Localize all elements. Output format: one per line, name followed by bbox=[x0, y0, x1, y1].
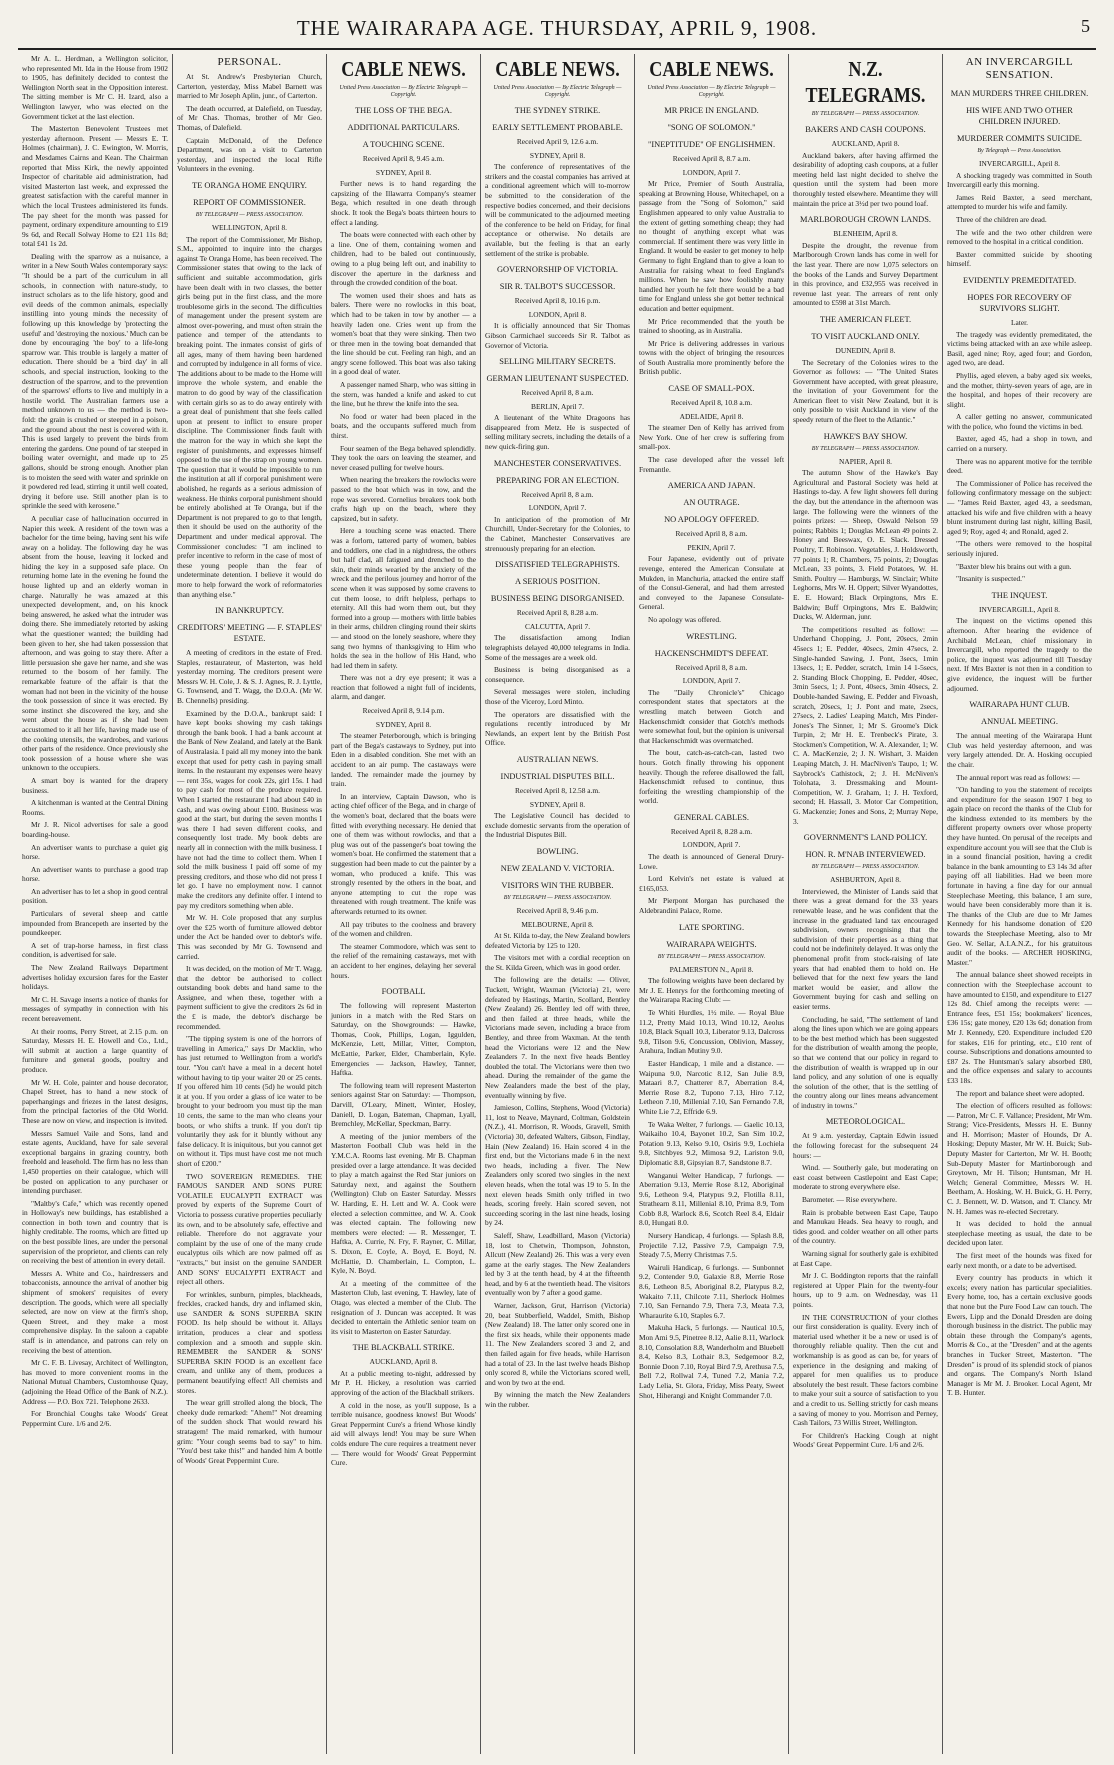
dateline: INVERCARGILL, April 8. bbox=[979, 604, 1060, 614]
australian-news-story bbox=[485, 811, 630, 840]
price-story bbox=[639, 179, 784, 377]
article-paragraph: The "Daily Chronicle's" Chicago correspondent states that spectators at the wrestling match between Gotch and Hackenschmidt consider that Gotch's methods were somewhat foul, but the opinion is universal that Hackenschmidt was overmatched. bbox=[639, 687, 784, 745]
telegraphists-subheadline: A SERIOUS POSITION. bbox=[515, 577, 600, 587]
article-paragraph: The women used their shoes and hats as balers. There were no rowlocks in this boat, which had to be taken in tow by another — a heavily laden one. Cries went up from the women's boat that they were sinking. Then two or three men in the towing boat demanded that the line should be cut. Feeling ran high, and an angry scene followed. This boat was also taking in a good deal of water. bbox=[331, 290, 476, 377]
article-paragraph: When nearing the breakers the rowlocks were passed to the boat which was in tow, and the rope was severed. Cornelius breakers took both crafts high up on the beach, where they capsized, but in safety. bbox=[331, 475, 476, 523]
bega-story bbox=[331, 179, 476, 702]
article-paragraph: Jamieson, Collins, Stephens, Wood (Victoria) 11, lost to Neave, Maynard, Coltman, Goldstein (N.Z.), 41. Morrison, R. Woods, Gravell, Smith (Victoria) 30, defeated Walters, Gibson, Findlay, Hain (New Zealand) 16. Hain scored 4 in the first end, but the Victorians made 6 in the next two heads, including a fiver. The New Zealanders only scored two singles in the next eleven heads, when the total was 19 to 5. In the next eleven heads Smith only trifled in two heads, scoring freely. Hain scored seven, not succeeding scoring in the last nine heads, losing by 24. bbox=[485, 1103, 630, 1228]
dateline: LONDON, April 7. bbox=[528, 503, 587, 513]
article-paragraph: A passenger named Sharp, who was sitting in the stern, was handed a knife and asked to cut the line, but he threw the knife into the sea. bbox=[331, 380, 476, 409]
america-japan-story bbox=[639, 554, 784, 624]
article-paragraph: Several messages were stolen, including those of the Viceroy, Lord Minto. bbox=[485, 687, 630, 706]
received-line: Received April 8, 9.46 p.m. bbox=[516, 905, 599, 915]
article-paragraph: The following are the details: — Oliver, Tuckett, Wright, Waxman (Victoria) 21, were defeated by Hastings, Martin, Scollard, Bentley (New Zealand) 26. Bentley led off with three, and then failed at three heads, while the Victorians made seven, including a brace from Bentley, and three from Waxman. At the tenth head the Victorians were 12 and the New Zealanders 7. In the next five heads Bentley doubled the total. The Victorians were then two ahead. During the remainder of the game the New Zealanders made the best of the play, eventually winning by five. bbox=[485, 975, 630, 1100]
article-paragraph: Four seamen of the Bega behaved splendidly. They took the oars on leaving the steamer, and never ceased pulling for twelve hours. bbox=[331, 443, 476, 472]
wrestling-headline: WRESTLING. bbox=[686, 631, 737, 641]
premeditated-subheadline: HOPES FOR RECOVERY OF SURVIVORS SLIGHT. bbox=[967, 292, 1072, 313]
dateline: NAPIER, April 8. bbox=[839, 456, 892, 466]
column-local-news bbox=[18, 54, 172, 1754]
bankruptcy-report bbox=[177, 648, 322, 1465]
general-cables-headline: GENERAL CABLES. bbox=[673, 812, 750, 822]
bowling-headline: BOWLING. bbox=[536, 846, 579, 856]
article-paragraph: The steamer Den of Kelly has arrived from New York. One of her crew is suffering from small-pox. bbox=[639, 423, 784, 452]
article-paragraph: In an interview, Captain Dawson, who is acting chief officer of the Bega, and in charge of the women's boat, declared that the boats were fitted with everything necessary. He denied that one of them was without rowlocks, and that a plug was out of the passenger's boat towing the women's boat. He confirmed the statement that a suggestion had been made to cut the painter by a woman, who produced a knife. This was strongly resented by the others in the boat, and anyone attempting to cut the rope was threatened with rough treatment. The knife was afterwards returned to its owner. bbox=[331, 791, 476, 916]
article-paragraph: TWO SOVEREIGN REMEDIES. THE FAMOUS SANDER AND SONS PURE VOLATILE EUCALYPTI EXTRACT was proved by experts of the Supreme Court of Victoria to possess curative properties peculiarly its own, and to be absolutely safe, effective and reliable. Therefore do not aggravate your complaint by the use of one of the many crude eucalyptus oils which are now palmed off as "extracts," but insist on the genuine SANDER AND SONS' EUCALYPTI EXTRACT and reject all others. bbox=[177, 1171, 322, 1287]
article-paragraph: The report and balance sheet were adopted. bbox=[956, 1088, 1085, 1098]
section-heading-personal: PERSONAL. bbox=[217, 56, 282, 68]
article-paragraph: Messrs A. White and Co., hairdressers and tobacconists, announce the arrival of another big shipment of smokers' requisites of every description. The goods, which were all specially selected, are now on view at the firm's shop, Queen Street, and they make a most comprehensive display. In the saloon a capable staff is in attendance, and patrons can rely on receiving the best of attention. bbox=[22, 1268, 168, 1355]
telegraphists-subheadline-2: BUSINESS BEING DISORGANISED. bbox=[490, 594, 625, 604]
article-paragraph: It is officially announced that Sir Thomas Gibson Carmichael succeeds Sir R. Talbot as Governor of Victoria. bbox=[485, 321, 630, 350]
received-line: Received April 8, 10.8 a.m. bbox=[670, 398, 753, 408]
article-paragraph: Captain McDonald, of the Defence Department, was on a visit to Carterton yesterday, and inspected the local Rifle Volunteers in the evening. bbox=[177, 135, 322, 174]
article-paragraph: At 9 a.m. yesterday, Captain Edwin issued the following forecast for the subsequent 24 hours: — bbox=[793, 1131, 938, 1160]
article-paragraph: Mr Price recommended that the youth be trained to shooting, as in Australia. bbox=[639, 316, 784, 336]
article-paragraph: The wear grill strolled along the block, The cheeky dude remarked: "Ahem!" Not dreaming of the sudden shock That would reward his stratagem! The maid remarked, with humour grim: "Your cough seems bad to say" to him. "You'd best take this!" and handed him A bottle of Woods' Great Peppermint Cure. bbox=[177, 1398, 322, 1465]
press-association-credit: BY TELEGRAPH — PRESS ASSOCIATION. bbox=[811, 864, 920, 871]
article-paragraph: The following team will represent Masterton seniors against Star on Saturday: — Thompson, Darvill, O'Leary, Minett, Winter, Hosley, Daniell, D. Logan, Bateman, Chapman, Lyall, Bremchley, McKellar, Speckman, Barry. bbox=[331, 1080, 476, 1129]
article-paragraph: Baxter, aged 45, had a shop in town, and carried on a nursery. bbox=[947, 434, 1092, 454]
column-invercargill bbox=[942, 54, 1096, 1754]
governorship-story bbox=[485, 321, 630, 350]
dateline: PEKIN, April 7. bbox=[687, 542, 736, 552]
bega-subheadline: ADDITIONAL PARTICULARS. bbox=[347, 123, 460, 132]
article-paragraph: The annual report was read as follows: — bbox=[956, 772, 1080, 782]
article-paragraph: It was decided, on the motion of Mr T. Wagg, that the debtor be authorised to collect outstanding book debts and hand same to the Assignee, and when these, together with a payment sufficient to give the creditors 2s 6d in the £ is made, the debtor's discharge be recommended. bbox=[177, 964, 322, 1031]
article-paragraph: At St. Kilda to-day, the New Zealand bowlers defeated Victoria by 125 to 120. bbox=[485, 931, 630, 950]
article-paragraph: Wanganui Welter Handicap, 7 furlongs. — Aberration 9.13, Merrie Rose 8.12, Aboriginal 9.6, Letheon 9.4, Platypus 9.2, Flotilla 8.11, Strathearn 8.11, Millenial 8.10, Prima 8.9, Tom Cobb 8.8, Warlock 8.6, Scotch Reel 8.4, Eldair 8.0, Hungati 8.0. bbox=[639, 1170, 784, 1228]
general-cables-story bbox=[639, 852, 784, 916]
bakers-headline: BAKERS AND CASH COUPONS. bbox=[805, 125, 926, 134]
america-japan-subheadline-2: NO APOLOGY OFFERED. bbox=[664, 515, 759, 525]
article-paragraph: Makuha Hack, 5 furlongs. — Nautical 10.5, Mon Ami 9.5, Pinetree 8.12, Aalie 8.11, Warlock 8.10, Consolation 8.8, Wanderholm and Bluebell 8.4, Kelso 8.3, Lothair 8.3, Sedgemoor 8.2, Bonnie Doon 7.10, Royal Bird 7.9, Arethusa 7.5, Bell 7.2, Rollwal 7.4, Tuned 7.2, Mania 7.2, Lady Lelia, St. Glora, Friday, Miss Peaty, Sweet Shot, Hiherangi and Knight Commander 7.0. bbox=[639, 1323, 784, 1400]
article-paragraph: The Legislative Council has decided to exclude domestic servants from the operation of the Industrial Disputes Bill. bbox=[485, 811, 630, 840]
cable-credit: United Press Association — By Electric Telegraph — Copyright. bbox=[647, 85, 776, 98]
sydney-strike-subheadline: EARLY SETTLEMENT PROBABLE. bbox=[492, 123, 623, 132]
article-paragraph: "Insanity is suspected." bbox=[956, 574, 1026, 584]
land-policy-headline: GOVERNMENT'S LAND POLICY. bbox=[803, 833, 928, 843]
article-paragraph: For Bronchial Coughs take Woods' Great Peppermint Cure. 1/6 and 2/6. bbox=[22, 1409, 168, 1428]
article-paragraph: There was not a dry eye present; it was a reaction that followed a night full of incidents, alarm, and danger. bbox=[331, 673, 476, 702]
article-paragraph: The case developed after the vessel left Fremantle. bbox=[639, 455, 784, 474]
cable-news-heading: CABLE NEWS. bbox=[341, 57, 466, 81]
article-paragraph: Warning signal for southerly gale is exhibited at East Cape. bbox=[793, 1249, 938, 1268]
received-line: Received April 8, 8.28 a.m. bbox=[516, 608, 599, 618]
article-paragraph: The boats were connected with each other by a line. One of them, containing women and children, had to be baled out continuously, owing to a plug being left out, and inability to discover the aperture in the darkness and through the crowded condition of the boat. bbox=[331, 230, 476, 288]
cable-credit: United Press Association — By Electric Telegraph — Copyright. bbox=[493, 85, 622, 98]
dateline: SYDNEY, April 8. bbox=[375, 719, 432, 729]
received-line: Received April 8, 8 a.m. bbox=[521, 489, 594, 499]
american-fleet-story bbox=[793, 358, 938, 425]
article-paragraph: The visitors met with a cordial reception on the St. Kilda Green, which was in good order. bbox=[485, 953, 630, 972]
american-fleet-headline: THE AMERICAN FLEET. bbox=[819, 314, 912, 324]
received-line: Received April 8, 12.58 a.m. bbox=[515, 785, 600, 795]
article-paragraph: Barometer. — Rise everywhere. bbox=[802, 1195, 898, 1205]
smallpox-headline: CASE OF SMALL-POX. bbox=[668, 384, 755, 394]
article-paragraph: The Commissioner of Police has received the following confirmatory message on the subject: — "James Reid Baxter, aged 43, a seedsman, attacked his wife and five children with a heavy blunt instrument during last night, killing Basil, aged 9; Roy, aged 4; and Ronald, aged 2. bbox=[947, 478, 1092, 536]
article-paragraph: Further news is to hand regarding the capsizing of the Illawarra Company's steamer Bega, which resulted in one death through shock. It took the Bega's boats thirteen hours to effect a landing. bbox=[331, 179, 476, 227]
cable-news-heading: CABLE NEWS. bbox=[649, 57, 774, 81]
masthead bbox=[18, 8, 1096, 50]
article-paragraph: No food or water had been placed in the boats, and the occupants suffered much from thirst. bbox=[331, 411, 476, 441]
manchester-subheadline: PREPARING FOR AN ELECTION. bbox=[495, 475, 619, 485]
press-association-credit: BY TELEGRAPH — PRESS ASSOCIATION. bbox=[195, 211, 304, 218]
invercargill-subheadline-2: HIS WIFE AND TWO OTHER CHILDREN INJURED. bbox=[966, 106, 1073, 126]
article-paragraph: Mr A. L. Herdman, a Wellington solicitor, who represented Mt. Ida in the House from 1902 to 1905, has definitely decided to contest the Wellington North seat in the Opposition interest. The sitting member is Mr C. H. Izard, also a Wellington lawyer, who was elected on the Government ticket at the last election. bbox=[22, 54, 168, 121]
article-paragraph: The New Zealand Railways Department advertises holiday excursion fares for the Easter holidays. bbox=[22, 963, 168, 992]
te-oranga-headline: TE ORANGA HOME ENQUIRY. bbox=[192, 180, 307, 190]
article-paragraph: In anticipation of the promotion of Mr Churchill, Under-Secretary for the Colonies, to the Cabinet, Manchester Conservatives are strenuously preparing for an election. bbox=[485, 514, 630, 553]
article-paragraph: "Maltby's Cafe," which was recently opened in Holloway's new buildings, has established a connection in both town and country that is highly creditable. The rooms, which are fitted up on the best possible lines, are under the personal supervision of the proprietor, and clients can rely on receiving the best of attention in every detail. bbox=[22, 1198, 168, 1266]
crown-lands-story bbox=[793, 241, 938, 308]
bowling-story bbox=[485, 931, 630, 1410]
land-policy-story bbox=[793, 887, 938, 1111]
article-paragraph: The following will represent Masterton juniors in a match with the Red Stars on Saturday, on the Showgrounds: — Hawke, Thomas, Cook, Phillips, Logan, Iggulden, McKenzie, Lett, Millar, Vitter, Compton, McEattie, Parker, Elder, Chamberlain, Kyle. Emergencies — Jackson, Hawley, Tanner, Haftka. bbox=[331, 1001, 476, 1078]
article-paragraph: Mr Price, Premier of South Australia, speaking at Browning House, Whitechapel, on a passage from the "Song of Solomon," said Englishmen appeared to only value Australia to the extent of getting something cheap; they had no thought of anything except what was commercial. If sentiment there was very little in England. It would be easier to get money to help Germany to fight England than to give a loan to Australia for raising wheat to feed England's millions. When he saw how foolishly many handled her youth he felt there would be a bad time for England unless she got better technical education and better equipment. bbox=[639, 179, 784, 313]
received-line: Received April 8, 8.28 a.m. bbox=[670, 826, 753, 836]
military-secrets-story bbox=[485, 413, 630, 451]
article-paragraph: "Baxter blew his brains out with a gun. bbox=[956, 561, 1072, 571]
article-paragraph: The following weights have been declared by Mr J. E. Henrys for the forthcoming meeting of the Wairarapa Racing Club: — bbox=[639, 976, 784, 1005]
hawkes-bay-headline: HAWKE'S BAY SHOW. bbox=[823, 431, 908, 441]
sydney-strike-story bbox=[485, 162, 630, 258]
newspaper-columns bbox=[18, 54, 1096, 1754]
newspaper-title: THE WAIRARAPA AGE. THURSDAY, APRIL 9, 1908. bbox=[296, 16, 818, 40]
dateline: DUNEDIN, April 8. bbox=[835, 345, 896, 355]
article-paragraph: Mr W. H. Cole, painter and house decorator, Chapel Street, has to hand a new stock of paperhangings and friezes in the latest designs, from the principal factories of the Old World. These are now on view, and inspection is invited. bbox=[22, 1077, 168, 1125]
article-paragraph: Examined by the D.O.A., bankrupt said: I have kept books showing my cash takings through the bank book. I had a bank account at the Bank of New Zealand, and lately at the Bank of Australasia. I paid all my money into the bank except that used for petty cash in paying small items. In the restaurant my expenses were heavy — rent 35s, wages for cook 22s, girl 15s. I had to pay cash for most of the produce required. When I started the restaurant I had about £40 in cash, and was owing about £100. Business was good at the start, but during the seven months I was there I had seven different cooks, and consequently lost trade. My book debts are nearly all in connection with the milk business. I have not had the time to collect them. When I sold the milk business I paid off some of my pressing creditors, and those who did not press I let go. I have no employment now. I cannot make the creditors any definite offer. I intend to pay my creditors something when able. bbox=[177, 708, 322, 910]
article-paragraph: An advertiser wants to purchase a good trap horse. bbox=[22, 864, 168, 884]
article-paragraph: The conference of representatives of the strikers and the coastal companies has arrived at a conditional agreement which will to-morrow be submitted to the consideration of the respective bodies concerned, and their decisions will be communicated to the adjourned meeting of the conference to be held on Friday, for final acceptance or otherwise. No details are available, but the feeling is that an early settlement of the strike is probable. bbox=[485, 162, 630, 258]
late-sporting-headline: LATE SPORTING. bbox=[678, 922, 745, 932]
article-paragraph: Rain is probable between East Cape, Taupo and Manukau Heads. Sea heavy to rough, and tides good. and colder weather on all other parts of the country. bbox=[793, 1207, 938, 1246]
received-line: Received April 8, 8 a.m. bbox=[521, 388, 594, 398]
article-paragraph: A cold in the nose, as you'll suppose, Is a terrible nuisance, goodness knows! But Woods' Great Peppermint Cure's a friend Whose kindly aid will always lend! You may be sure When colds endure The cure requires a treatment never — There would for Woods' Great Peppermint Cure. bbox=[331, 1400, 476, 1468]
military-secrets-subheadline: GERMAN LIEUTENANT SUSPECTED. bbox=[486, 374, 629, 384]
america-japan-headline: AMERICA AND JAPAN. bbox=[667, 481, 756, 491]
article-paragraph: A smart boy is wanted for the drapery business. bbox=[22, 775, 168, 795]
article-paragraph: A set of trap-horse harness, in first class condition, is advertised for sale. bbox=[22, 940, 168, 960]
article-paragraph: The death occurred, at Dalefield, on Tuesday, of Mr Chas. Thomas, brother of Mr Geo. Thomas, of Dalefield. bbox=[177, 103, 322, 132]
article-paragraph: Auckland bakers, after having affirmed the desirability of adopting cash coupons, at a fuller meeting held last night decided to shelve the question until the system had been more thoroughly tested elsewhere. Meantime they will maintain the price at 3½d per two pound loaf. bbox=[793, 150, 938, 208]
blackball-story bbox=[331, 1369, 476, 1468]
article-paragraph: "On handing to you the statement of receipts and expenditure for the season 1907 I beg to again place on record the thanks of the Club for the kindness extended to its members by the different property owners over whose property they have hunted. On perusal of the receipts and expenditure account you will see that the Club is in a sound financial position, having a credit balance in the bank amounting to £3 14s 3d after paying off all liabilities. Had we been more fortunate in having a fine day for our annual Steeplechase Meeting, this balance, I am sure, would have been considerably more than it is. The thanks of the Club are due to Mr James Kennedy for his handsome donation of £20 towards the Steeplechase Meeting, also to Mr Geo. W. Sellar, A.I.A.N.Z., for his gratuitous audit of the books. — ARCHER HOSKING, Master." bbox=[947, 785, 1092, 967]
article-paragraph: The tragedy was evidently premeditated, the victims being attacked with an axe while asleep. Basil, aged nine; Roy, aged four; and Gordon, aged two, are dead. bbox=[947, 329, 1092, 368]
bega-headline: THE LOSS OF THE BEGA. bbox=[355, 106, 452, 115]
article-paragraph: Te Waka Welter, 7 furlongs. — Gaelic 10.13, Waikaiho 10.4, Bayonet 10.2, San Sim 10.2, Potation 9.13, Kelso 9.10, Osiris 9.9, Lochiela 9.8, Sitchbyes 9.2, Mimosa 9.2, Lariston 9.0, Diplomatic 8.8, Gipsyian 8.7, Sandstone 8.7. bbox=[639, 1119, 784, 1167]
te-oranga-subheadline: REPORT OF COMMISSIONER. bbox=[193, 197, 306, 207]
meteorological-story bbox=[793, 1131, 938, 1449]
dateline: AUCKLAND, April 8. bbox=[831, 139, 900, 148]
article-paragraph: The Secretary of the Colonies wires to the Governor as follows: — "The United States Government have accepted, with great pleasure, the invitation of your Government for the American fleet to visit New Zealand, but it is only possible to visit Auckland in view of the speedy return of the fleet to the Atlantic." bbox=[793, 357, 938, 425]
article-paragraph: Every country has products in which it excels; every nation has particular specialities. Every home, too, has a certain exclusive goods that none but the Pure Food Law can touch. The Ewers, Lipp and the Donald Dresden are doing thorough business in the district. The public may obtain these through the Company's agents, Morris & Co., at the "Dresden" and at the agents branches in Tucker Street, Masterton. "The Dresden" is proud of its splendid stock of pianos and organs. The Company's North Island Manager is Mr M. J. Brooker. Local Agent, Mr T. B. Hunter. bbox=[947, 1273, 1092, 1398]
article-paragraph: A meeting of creditors in the estate of Fred. Staples, restaurateur, of Masterton, was held yesterday morning. The creditors present were Messrs W. H. Cole, J. & S. J. Agnes, R. J. Lyttle, G. Townsend, and T. Wagg, the D.O.A. (Mr W. B. Chennells) presiding. bbox=[177, 648, 322, 706]
received-line: Received April 8, 8 a.m. bbox=[675, 662, 748, 672]
article-paragraph: A meeting of the junior members of the Masterton Football Club was held in the Y.M.C.A. Rooms last evening. Mr B. Chapman presided over a large attendance. It was decided to play a match against the Red Star juniors on Saturday next, and against the Southern (Wellington) Club on Easter Saturday. Messrs W. Harding, E. H. Lett and W. A. Cook were elected a selection committee, and W. A. Cook was elected captain. The following new members were elected: — R. Messenger, T. Haftka, A. Currie, N. Fry, F. Rayner, C. Millar, S. Dixon, E. Coyle, A. Boyd, E. Boyd, N. McHattie, D. Chamberlain, L. Compton, L. Kyle, N. Boyd. bbox=[331, 1131, 476, 1276]
article-paragraph: By winning the match the New Zealanders win the rubber. bbox=[485, 1390, 630, 1409]
dateline: SYDNEY, April 8. bbox=[375, 167, 432, 177]
wrestling-story bbox=[639, 688, 784, 806]
received-line: Received April 8, 8 a.m. bbox=[675, 529, 748, 539]
dateline: MELBOURNE, April 8. bbox=[521, 919, 594, 929]
america-japan-subheadline: AN OUTRAGE. bbox=[683, 498, 740, 508]
column-nz-telegrams bbox=[788, 54, 942, 1754]
article-paragraph: At a public meeting to-night, addressed by Mr P. H. Hickey, a resolution was carried approving of the action of the Blackball strikers. bbox=[331, 1368, 476, 1398]
article-paragraph: The annual meeting of the Wairarapa Hunt Club was held yesterday afternoon, and was very largely attended. Dr. A. Hosking occupied the chair. bbox=[947, 731, 1092, 769]
nz-telegrams-heading: N.Z. TELEGRAMS. bbox=[805, 57, 926, 107]
article-paragraph: Mr C. F. B. Livesay, Architect of Wellington, has moved to more convenient rooms in the National Mutual Chambers, Customhouse Quay, (adjoining the Head Office of the Bank of N.Z.). Address — P.O. Box 721. Telephone 2633. bbox=[22, 1358, 168, 1406]
football-headline: FOOTBALL bbox=[381, 987, 426, 997]
telegraphists-headline: DISSATISFIED TELEGRAPHISTS. bbox=[495, 560, 620, 570]
bega-story-2 bbox=[331, 731, 476, 980]
article-paragraph: Wairuli Handicap, 6 furlongs. — Sunbonnet 9.2, Contender 9.0, Galaxie 8.8, Merrie Rose 8.6, Letheon 8.5, Aboriginal 8.2, Platypus 8.2, Wakaito 7.11, Chilcote 7.11, Sherlock Holmes 7.10, San Fernando 7.9, Thera 7.3, Meata 7.3, Wharaurite 6.10, Staples 6.7. bbox=[639, 1262, 784, 1320]
article-paragraph: The steamer Commodore, which was sent to the relief of the remaining castaways, met with an accident to her engines, delaying her several hours. bbox=[331, 941, 476, 980]
football-story bbox=[331, 1001, 476, 1336]
cable-news-heading: CABLE NEWS. bbox=[495, 57, 620, 81]
article-paragraph: James Reid Baxter, a seed merchant, attempted to murder his wife and family. bbox=[947, 192, 1092, 212]
hunt-club-story bbox=[947, 731, 1092, 1398]
price-headline: MR PRICE IN ENGLAND. bbox=[664, 106, 759, 115]
received-line: Received April 9, 12.6 a.m. bbox=[516, 137, 599, 146]
dateline: SYDNEY, April 8. bbox=[529, 150, 586, 160]
dateline: SYDNEY, April 8. bbox=[529, 799, 586, 809]
bowling-subheadline-2: VISITORS WIN THE RUBBER. bbox=[501, 880, 614, 890]
article-paragraph: No apology was offered. bbox=[648, 614, 721, 624]
article-paragraph: Business is being disorganised as a consequence. bbox=[485, 665, 630, 684]
article-paragraph: The election of officers resulted as follows: — Patron, Mr C. F. Vallance; President, Mr Wm. Strang; Vice-Presidents, Messrs H. E. Bunny and H. Morrison; Master of Hounds, Dr A. Hosking; Deputy Master, Mr W. H. Buick; Sub-Deputy Master for Carterton, Mr W. H. Booth; Sub-Deputy Master for Martinborough and Greytown, Mr H. Tilson; Huntsman, Mr H. Welch; General Committee, Messrs W. H. Beetham, A. Hosking, W. H. Buick, G. H. Perry, C. J. Bennett, W. D. Watson, and T. Clancy. Mr N. H. James was re-elected Secretary. bbox=[947, 1101, 1092, 1216]
dateline: ADELAIDE, April 8. bbox=[679, 411, 744, 421]
article-paragraph: Saleff, Shaw, Leadbillard, Mason (Victoria) 18, lost to Chetwin, Thompson, Johnston, Allcutt (New Zealand) 26. This was a very even game at the early stages. The New Zealanders led by 3 at the tenth head, by 4 at the fifteenth head, and by 6 at the twentieth head. The visitors eventually won by 7 after a good game. bbox=[485, 1230, 630, 1298]
article-paragraph: Easter Handicap, 1 mile and a distance. — Waipuna 9.0, Narcotic 8.12, San Julie 8.9, Mataari 8.7, Chatterer 8.7, Aberration 8.4, Merrie Rose 8.2, Tupono 7.13, Hiro 7.12, Letheon 7.10, Millenial 7.10, San Fernando 7.8, White Lie 7.2, Effride 6.9. bbox=[639, 1058, 784, 1116]
press-association-credit: BY TELEGRAPH — PRESS ASSOCIATION. bbox=[657, 953, 766, 960]
dateline: CALCUTTA, April 7. bbox=[524, 621, 591, 631]
article-paragraph: All pay tributes to the coolness and bravery of the women and children. bbox=[331, 919, 476, 939]
premeditated-story bbox=[947, 330, 1092, 584]
received-line: Received April 8, 9.45 a.m. bbox=[362, 154, 445, 163]
manchester-story bbox=[485, 515, 630, 553]
dateline: LONDON, April 7. bbox=[682, 167, 741, 177]
article-paragraph: Messrs Samuel Vaile and Sons, land and estate agents, Auckland, have for sale several exceptional bargains in grazing country, both freehold and leasehold. The firm has no less than 1,450 properties on their catalogue, which will be posted on application to any purchaser or intending purchaser. bbox=[22, 1128, 168, 1196]
te-oranga-report bbox=[177, 235, 322, 600]
dateline: LONDON, April 8. bbox=[528, 309, 587, 319]
bakers-story bbox=[793, 151, 938, 209]
article-paragraph: Concluding, he said, "The settlement of land along the lines upon which we are going appears to be the best method which has been suggested for the distribution of wealth among the people, so that we contend that our policy in regard to the distribution of wealth is wrapped up in our land policy, and any solution of one is equally the solution of the other, that is the settling of the country along our lines means advancement of industry in towns." bbox=[793, 1014, 938, 1110]
dateline: BERLIN, April 7. bbox=[531, 401, 584, 411]
article-paragraph: At St. Andrew's Presbyterian Church, Carterton, yesterday, Miss Mabel Barnett was married to Mr Joseph Aplin, junr., of Carterton. bbox=[177, 72, 322, 101]
article-paragraph: Warner, Jackson, Grut, Harrison (Victoria) 20, beat Stubberfield, Waddel, Smith, Bishop (New Zealand) 18. The latter only scored one in the first six heads, while their opponents made 11. The New Zealanders scored 3 and 2, and then failed again for five heads, while Harrison had a total of 23. In the last twelve heads Bishop only scored 8, while the Victorians scored well, and won by two at the end. bbox=[485, 1301, 630, 1387]
article-paragraph: An advertiser wants to purchase a quiet gig horse. bbox=[22, 842, 168, 862]
article-paragraph: The dissatisfaction among Indian telegraphists delayed 40,000 telegrams in India. Some of the messages are a week old. bbox=[485, 633, 630, 662]
dateline: WELLINGTON, April 8. bbox=[212, 222, 287, 232]
article-paragraph: "The others were removed to the hospital seriously injured. bbox=[947, 539, 1092, 558]
weights-subheadline: WAIRARAPA WEIGHTS. bbox=[666, 939, 757, 949]
article-paragraph: A kitchenman is wanted at the Central Dining Rooms. bbox=[22, 798, 168, 817]
article-paragraph: There was no apparent motive for the terrible deed. bbox=[947, 456, 1092, 476]
bankruptcy-headline: IN BANKRUPTCY. bbox=[215, 606, 284, 616]
page-number: 5 bbox=[1081, 16, 1090, 36]
article-paragraph: The competitions resulted as follow: — Underhand Chopping, J. Pont, 20secs, 2min 45secs 1; E. Pedder, 40secs, 2min 47secs, 2. Single-handed Sawing, J. Pont, 3secs, 1min 13secs, 1; E. Pedder, scratch, 1min 14 1-5secs, 2. Standing Block Chopping, E. Pedder, 40sec, 3min 5secs, 1; J. Pont, 40secs, 3min 40secs, 2. Double-handed Sawing, E. Pedder and Fivoash, scratch, 20secs, 1; J. Pont and mate, 2secs, 27secs, 2. Ladies' Leaping Match, Mrs Pinder-Jones's The Sinner, 1; Mr S. Groome's Dick Turpin, 2; Mr H. E. Trenbeck's Pirate, 3. Stockmen's Competition, W. A. Alexander, 1; W. C. A. MacKenzie, 2; J. N. Wishart, 3. Maiden Leaping Match, J. H. MacNiven's Taupo, 1; W. Saybrock's Cathistock, 2; J. H. McNiven's Tolohata, 3. Dressmaking and Mount-Competition, W. J. Graham, 1; J. H. Texford, second; H. Hassall, 3. Motor Car Competition, G. Mackenzie; Jones and Sons, 2; Murray Nepe, 3. bbox=[793, 624, 938, 826]
australian-news-subheadline: INDUSTRIAL DISPUTES BILL. bbox=[500, 771, 615, 781]
dateline: PALMERSTON N., April 8. bbox=[669, 964, 754, 974]
article-paragraph: A peculiar case of hallucination occurred in Napier this week. A resident of the town was a bachelor for the time being, having sent his wife away on a holiday. The following day he was absent from the house, leaving it locked and hiding the key in a supposed safe place. On returning home late in the evening he found the house lighted up and an elderly woman in charge. Naturally he was amazed at this unexpected development, and, on his knock being answered, he asked what the intruder was doing there. She immediately retorted by asking what the questioner wanted; the building had been given to her, she had taken possession that afternoon, and was going to stay there. After a little persuasion she gave her name, and she was returned to the bosom of her family. The remarkable feature of the affair is that the woman had not been in the vicinity of the house the took possession of since it was erected. By some instinct she discovered the key, and she went about the house as if she had been accustomed to it all her life, having made use of the cooking utensils, the wardrobes, and various other parts of the residence. Once previously she took possession of a house where she was unknown to the occupiers. bbox=[22, 513, 168, 773]
military-secrets-headline: SELLING MILITARY SECRETS. bbox=[499, 357, 616, 367]
invercargill-story bbox=[947, 171, 1092, 269]
article-paragraph: A caller getting no answer, communicated with the police, who found the victims in bed. bbox=[947, 412, 1092, 431]
dateline: BLENHEIM, April 8. bbox=[833, 229, 898, 239]
invercargill-subheadline-3: MURDERER COMMITS SUICIDE. bbox=[957, 134, 1082, 143]
article-paragraph: For Children's Hacking Cough at night Woods' Great Peppermint Cure. 1/6 and 2/6. bbox=[793, 1430, 938, 1450]
governorship-subheadline: SIR R. TALBOT'S SUCCESSOR. bbox=[499, 282, 616, 292]
article-paragraph: Mr J. R. Nicol advertises for sale a good boarding-house. bbox=[22, 820, 168, 839]
article-paragraph: Dealing with the sparrow as a nuisance, a writer in a New South Wales contemporary says: "It should be a part of the curriculum in all schools, in connection with nature-study, to instruct scholars as to the life history, good and evil deeds of the common animals, especially instilling into young minds the necessity of following up this knowledge by 'protecting the useful' and 'destroying the noxious.' Much can be done by encouraging 'the boy' to a life-long sparrow war. This trouble is largely a matter of education. There should be a 'bird day' in all schools, and special instruction, looking to the destruction of the sparrow, and to the prevention of the sparrows' efforts to live and multiply in a hostile world. The Australian farmers use a method unknown to us — the method is two-fold: the grain is crushed or steeped in a poison, and the ground about the nest is covered with it. This is used largely to prevent the birds from entering the gardens. One pound of tar steeped in boiling water overnight, and made up to 25 gallons, should be strong enough. Another plan is to moisten the seed with water and sprinkle on it powdered red lead, stirring it until well coated, drying it before use. Still another plan is to sprinkle the seed with kerosene." bbox=[22, 251, 168, 511]
article-paragraph: Mr Pierpont Morgan has purchased the Aldebrandini Palace, Rome. bbox=[639, 896, 784, 916]
article-paragraph: Three of the children are dead. bbox=[956, 214, 1047, 224]
article-paragraph: The steamer Peterborough, which is bringing part of the Bega's castaways to Sydney, put into Eden in a disabled condition. She met with an accident to an air pump. The castaways were landed. The remainder made the journey by train. bbox=[331, 731, 476, 789]
article-paragraph: An advertiser has to let a shop in good central position. bbox=[22, 886, 168, 906]
article-paragraph: Particulars of several sheep and cattle impounded from Brancepeth are inserted by the poundkeeper. bbox=[22, 909, 168, 938]
meteorological-headline: METEOROLOGICAL. bbox=[825, 1117, 906, 1127]
land-policy-subheadline: HON. R. M'NAB INTERVIEWED. bbox=[805, 850, 926, 860]
article-paragraph: The operators are dissatisfied with the regulations recently introduced by Mr Newlands, an expert lent by the British Post Office. bbox=[485, 709, 630, 748]
dateline: Later. bbox=[1010, 317, 1029, 327]
article-paragraph: Mr Price is delivering addresses in various towns with the object of bringing the resources of South Australia more prominently before the British public. bbox=[639, 338, 784, 377]
hunt-club-headline: WAIRARAPA HUNT CLUB. bbox=[969, 700, 1070, 710]
article-paragraph: Nursery Handicap, 4 furlongs. — Splash 8.8, Projectile 7.12, Passive 7.9, Campaign 7.9, Steady 7.5, Merry Christmas 7.5. bbox=[639, 1231, 784, 1260]
article-paragraph: Wind. — Southerly gale, but moderating on east coast between Castlepoint and East Cape; moderate to strong everywhere else. bbox=[793, 1163, 938, 1192]
press-association-credit: BY TELEGRAPH — PRESS ASSOCIATION. bbox=[503, 894, 612, 901]
article-paragraph: The report of the Commissioner, Mr Bishop, S.M., appointed to inquire into the charges against Te Oranga Home, has been received. The Commissioner states that owing to the lack of sufficient and suitable accommodation, girls have been dealt with in two classes, the better girls being put in the first class, and the more troublesome girls in the second. The difficulties of management under the present system are almost over-powering, and must often strain the patience and temper of the attendants to breaking point. The inmates consist of girls of all ages, many of them having been hardened and corrupted by indulgence in all forms of vice. The additions about to be made to the Home will improve the whole system, and enable the matron to do good by way of the classification with certain girls so as to do away entirely with a great deal of punishment that she feels called upon at present to inflict to ensure proper discipline. The Commissioner finds fault with the matron for the way in which she kept the register of punishments, and expresses himself opposed to the use of the strap on young women. The question that it would be impossible to run the institution at all if corporal punishment were abolished, he regards as a serious admission of weakness. He thinks corporal punishment should be entirely abolished at Te Oranga, but if the Department is not prepared to go to that length, then it should be used on the authority of the Department and under medical approval. The Commissioner concludes: "I am inclined to prefer incentive to reform in the case of most of these young people than the fear of undeterminate detention. I believe it would do more to help forward the work of reformatories than anything else." bbox=[177, 234, 322, 599]
received-line: Received April 8, 8.7 a.m. bbox=[672, 154, 751, 163]
hawkes-bay-story bbox=[793, 468, 938, 826]
bega-subheadline-2: A TOUCHING SCENE. bbox=[362, 140, 445, 149]
article-paragraph: Te Whiti Hurdles, 1½ mile. — Royal Blue 11.2, Pretty Maid 10.13, Wind 10.12, Aeolus 10.8, Black Squall 10.3, Liberator 9.13, Dalcross 9.8, Tilson 9.6, Concussion, Oblivion, Massey, Arahura, Indian Mutiny 9.0. bbox=[639, 1008, 784, 1056]
article-paragraph: The inquest on the victims opened this afternoon. After hearing the evidence of Archibald McLean, chief missionary in Invercargill, who reported the tragedy to the police, the inquest was adjourned till Tuesday next. If Mrs Baxter is not then in a condition to give evidence, the inquest will be further adjourned. bbox=[947, 616, 1092, 693]
column-cable-news-2 bbox=[480, 54, 634, 1754]
dateline: LONDON, April 7. bbox=[682, 840, 741, 850]
telegraphists-story bbox=[485, 633, 630, 748]
press-association-credit: BY TELEGRAPH — PRESS ASSOCIATION. bbox=[811, 111, 920, 117]
hunt-club-subheadline: ANNUAL MEETING. bbox=[981, 717, 1058, 727]
received-line: Received April 8, 10.16 p.m. bbox=[514, 296, 601, 306]
article-paragraph: Here a touching scene was enacted. There was a forlorn, tattered party of women, babies and toddlers, one clad in a nightdress, the others but half clad, all fatigued and drenched to the skin, their minds wearied by the anxiety of the wreck and the perilous journey and horror of the scene when it was supposed by some cravens to cut them loose, to drift helpless, perhaps to eternity. All this had worn them out, but they formed into a group — mothers with little babies in their arms, children clinging round their skirts — and stood on the lonely seashore, where they sang two hymns of thanksgiving to Him who holds the sea in the hollow of His Hand, who had led them in safety. bbox=[331, 526, 476, 670]
article-paragraph: "The tipping system is one of the horrors of travelling in America," says Dr Macklin, who has just returned to Wellington from a world's tour. "You can't have a meal in a decent hotel without having to tip your waiter 20 or 25 cents. If you offered him 10 cents (5d) he would pitch it at you. If you order a glass of ice water to be brought to your bedroom you must tip the man 10 cents, the same to the man who cleans your boots, or who shifts a trunk. If you don't tip voluntarily they ask for it bluntly without any false delicacy. It is iniquitous, but you cannot get on without it. Tips must have cost me not much short of £200." bbox=[177, 1034, 322, 1168]
article-paragraph: The death is announced of General Drury-Lowe. bbox=[639, 852, 784, 871]
article-paragraph: Phyllis, aged eleven, a baby aged six weeks, and the mother, thirty-seven years of age, are in the hospital, and hopes of their recovery are slight. bbox=[947, 370, 1092, 409]
weights-story bbox=[639, 976, 784, 1400]
governorship-headline: GOVERNORSHIP OF VICTORIA. bbox=[496, 265, 619, 275]
inquest-headline: THE INQUEST. bbox=[991, 590, 1048, 600]
article-paragraph: It was decided to hold the annual steeplechase meeting as usual, the date to be decided upon later. bbox=[947, 1219, 1092, 1248]
article-paragraph: The autumn Show of the Hawke's Bay Agricultural and Pastoral Society was held at Hastings to-day. A few light showers fell during the day, but the attendance in the afternoon was large. The following were the winners of the points prizes: — Sheep, Oswald Nelson 59 points; Rabbits 1; Douglas McLean 49 points 2. Honey and Beeswax, O. E. Slack. Dressed Poultry, T. Robinson. Vegetables, J. Holdsworth, 77 points 1; R. Chambers, 75 points, 2; Douglas McLean, 33 points, 3. Field Potatoes, W. H. Smith. Poultry — Hamburgs, W. Sinclair; White Leghorns, Mrs W. H. Oppert; Silver Wyandottes, E. E. Howard; Black Orpingtons, Mrs E. Baldwin; Buff Orpingtons, Mrs E. Baldwin; Ducks, W. Alderman, junr. bbox=[793, 468, 938, 622]
article-paragraph: Despite the drought, the revenue from Marlborough Crown lands has come in well for the last year. There are now 1,075 selectors on the books of the Lands and Survey Department in this province, and £32,955 was received in revenue last year. The arrears of rent only amounted to £598 at 31st March. bbox=[793, 240, 938, 308]
article-paragraph: At a meeting of the committee of the Masterton Club, last evening, T. Hawley, late of Otago, was elected a member of the Club. The resignation of J. Duncan was accepted. It was decided to entertain the Athletic senior team on its visit to Masterton on Easter Saturday. bbox=[331, 1278, 476, 1336]
invercargill-heading: AN INVERCARGILL SENSATION. bbox=[965, 56, 1074, 81]
article-paragraph: Lord Kelvin's net estate is valued at £165,053. bbox=[639, 874, 784, 893]
blackball-headline: THE BLACKBALL STRIKE. bbox=[352, 1343, 455, 1353]
article-paragraph: Four Japanese, evidently out of private revenge, entered the American Consulate at Mukden, in Manchuria, attacked the entire staff of the Consul-General, and had them arrested and conveyed to the Japanese Consulate-General. bbox=[639, 554, 784, 612]
dateline: LONDON, April 7. bbox=[682, 676, 741, 686]
column-personal bbox=[172, 54, 326, 1754]
article-paragraph: At their rooms, Perry Street, at 2.15 p.m. on Saturday, Messrs H. E. Howell and Co., Ltd., will submit at auction a large quantity of furniture and general goods, poultry and produce. bbox=[22, 1026, 168, 1074]
press-association-credit: BY TELEGRAPH — PRESS ASSOCIATION. bbox=[811, 445, 920, 452]
column-cable-news-3 bbox=[634, 54, 788, 1754]
price-subheadline: "SONG OF SOLOMON." bbox=[667, 123, 756, 132]
premeditated-headline: EVIDENTLY PREMEDITATED. bbox=[962, 275, 1077, 285]
wrestling-subheadline: HACKENSCHMIDT'S DEFEAT. bbox=[654, 648, 769, 658]
article-paragraph: Mr W. H. Cole proposed that any surplus over the £25 worth of furniture allowed debtor under the Act be handed over to debtor's wife. This was seconded by Mr G. Townsend and carried. bbox=[177, 913, 322, 961]
dateline: INVERCARGILL, April 8. bbox=[979, 159, 1060, 168]
american-fleet-subheadline: TO VISIT AUCKLAND ONLY. bbox=[811, 331, 920, 341]
article-paragraph: Mr J. C. Boddington reports that the rainfall registered at Upper Plain for the twenty-four hours, up to 9 a.m. on Wednesday, was 11 points. bbox=[793, 1271, 938, 1309]
article-paragraph: A lieutenant of the White Dragoons has disappeared from Metz. He is suspected of selling military secrets, including the details of a new quick-firing gun. bbox=[485, 413, 630, 452]
local-news-list bbox=[22, 54, 168, 1428]
column-cable-news-1 bbox=[326, 54, 480, 1754]
smallpox-story bbox=[639, 423, 784, 474]
article-paragraph: A shocking tragedy was committed in South Invercargill early this morning. bbox=[947, 170, 1092, 190]
article-paragraph: Baxter committed suicide by shooting himself. bbox=[947, 249, 1092, 269]
invercargill-subheadline: MAN MURDERS THREE CHILDREN. bbox=[950, 89, 1089, 98]
price-subheadline-2: "INEPTITUDE" OF ENGLISHMEN. bbox=[647, 140, 776, 149]
article-paragraph: IN THE CONSTRUCTION of your clothes our first consideration is quality. Every inch of material used whether it be a new or used is of thoroughly reliable quality. Then the cut and workmanship is as good as can be, for years of experience in the designing and making of apparel for men qualifies us to produce absolutely the best result. These factors combine to make your suit a source of satisfaction to you and a credit to us. Selling strictly for cash means a saving of money to you. Morrison and Perney, Cash Tailors, 73 Willis Street, Wellington. bbox=[793, 1312, 938, 1428]
article-paragraph: The annual balance sheet showed receipts in connection with the Steeplechase account to have amounted to £150, and expenditure to £127 12s 8d. Chief among the receipts were: — Entrance fees, £51 15s; bookmakers' licences, £36 15s; gate money, £20 13s 6d; donation from Mr J. Kennedy, £20. Expenditure included £20 for stakes, £16 for printing, etc., £10 rent of course. Subscriptions and donations amounted to £87 2s. The Huntsman's salary absorbed £80, and the office expenses and salary to accounts £33 18s. bbox=[947, 970, 1092, 1085]
article-paragraph: The Masterton Benevolent Trustees met yesterday afternoon. Present — Messrs E. T. Holmes (chairman), J. C. Ewington, W. Morris, and Mesdames Cairns and Kean. The Chairman reported that Miss Kirk, the newly appointed Inspector of charitable aid administration, had visited Masterton last week, and expressed the greatest satisfaction with the careful manner in which the local Trustees administered its funds. The pay sheet for the month was passed for payment, ordinary expenditure amounting to £19 9s 6d, and Recall Solway Home to £21 11s 8d; total £41 1s 2d. bbox=[22, 124, 168, 249]
manchester-headline: MANCHESTER CONSERVATIVES. bbox=[493, 458, 622, 468]
article-paragraph: The wife and the two other children were removed to the hospital in a critical condition. bbox=[947, 227, 1092, 247]
article-paragraph: For wrinkles, sunburn, pimples, blackheads, freckles, cracked hands, dry and inflamed skin, use SANDER & SONS SUPERBA SKIN FOOD. Its help should be without it. Allays irritation, produces a clear and spotless complexion and a smooth and supple skin. REMEMBER the SANDER & SONS' SUPERBA SKIN FOOD is an excellent face cream, and unlike any of them, produces a permanent beautifying effect! All chemists and stores. bbox=[177, 1289, 322, 1395]
crown-lands-headline: MARLBOROUGH CROWN LANDS. bbox=[800, 215, 931, 225]
inquest-story bbox=[947, 616, 1092, 693]
sydney-strike-headline: THE SYDNEY STRIKE. bbox=[514, 106, 601, 115]
personal-paragraphs bbox=[177, 72, 322, 174]
dateline: ASHBURTON, April 8. bbox=[830, 875, 901, 885]
press-association-credit: By Telegraph — Press Association. bbox=[977, 148, 1062, 154]
australian-news-headline: AUSTRALIAN NEWS. bbox=[516, 754, 599, 764]
article-paragraph: Mr C. H. Savage inserts a notice of thanks for messages of sympathy in connection with his recent bereavement. bbox=[22, 994, 168, 1023]
article-paragraph: The bout, catch-as-catch-can, lasted two hours. Gotch finally throwing his opponent heavily. Though the referee disallowed the fall, Hackenschmidt refused to continue, thus forfeiting the wrestling championship of the world. bbox=[639, 748, 784, 806]
article-paragraph: Interviewed, the Minister of Lands said that there was a great demand for the 33 years renewable lease, and he was confident that the increase in the graduated land tax encouraged subdivision, owners recognising that the subdivision of their properties as a thing that could not be indefinitely delayed. It was only the phenomenal profit from stock-raising of late years that had enabled them to hold on. He believed that for the next few years the land market would be easier, and allow the Government buying for cash and selling on easier terms. bbox=[793, 886, 938, 1011]
bowling-subheadline: NEW ZEALAND V. VICTORIA. bbox=[500, 863, 615, 873]
dateline: AUCKLAND, April 8. bbox=[369, 1357, 438, 1367]
cable-credit: United Press Association — By Electric Telegraph — Copyright. bbox=[339, 85, 468, 98]
received-line: Received April 8, 9.14 p.m. bbox=[362, 706, 445, 716]
article-paragraph: The first meet of the hounds was fixed for early next month, or a date to be advertised. bbox=[947, 1251, 1092, 1270]
bankruptcy-subheadline: CREDITORS' MEETING — F. STAPLES' ESTATE. bbox=[177, 623, 322, 644]
